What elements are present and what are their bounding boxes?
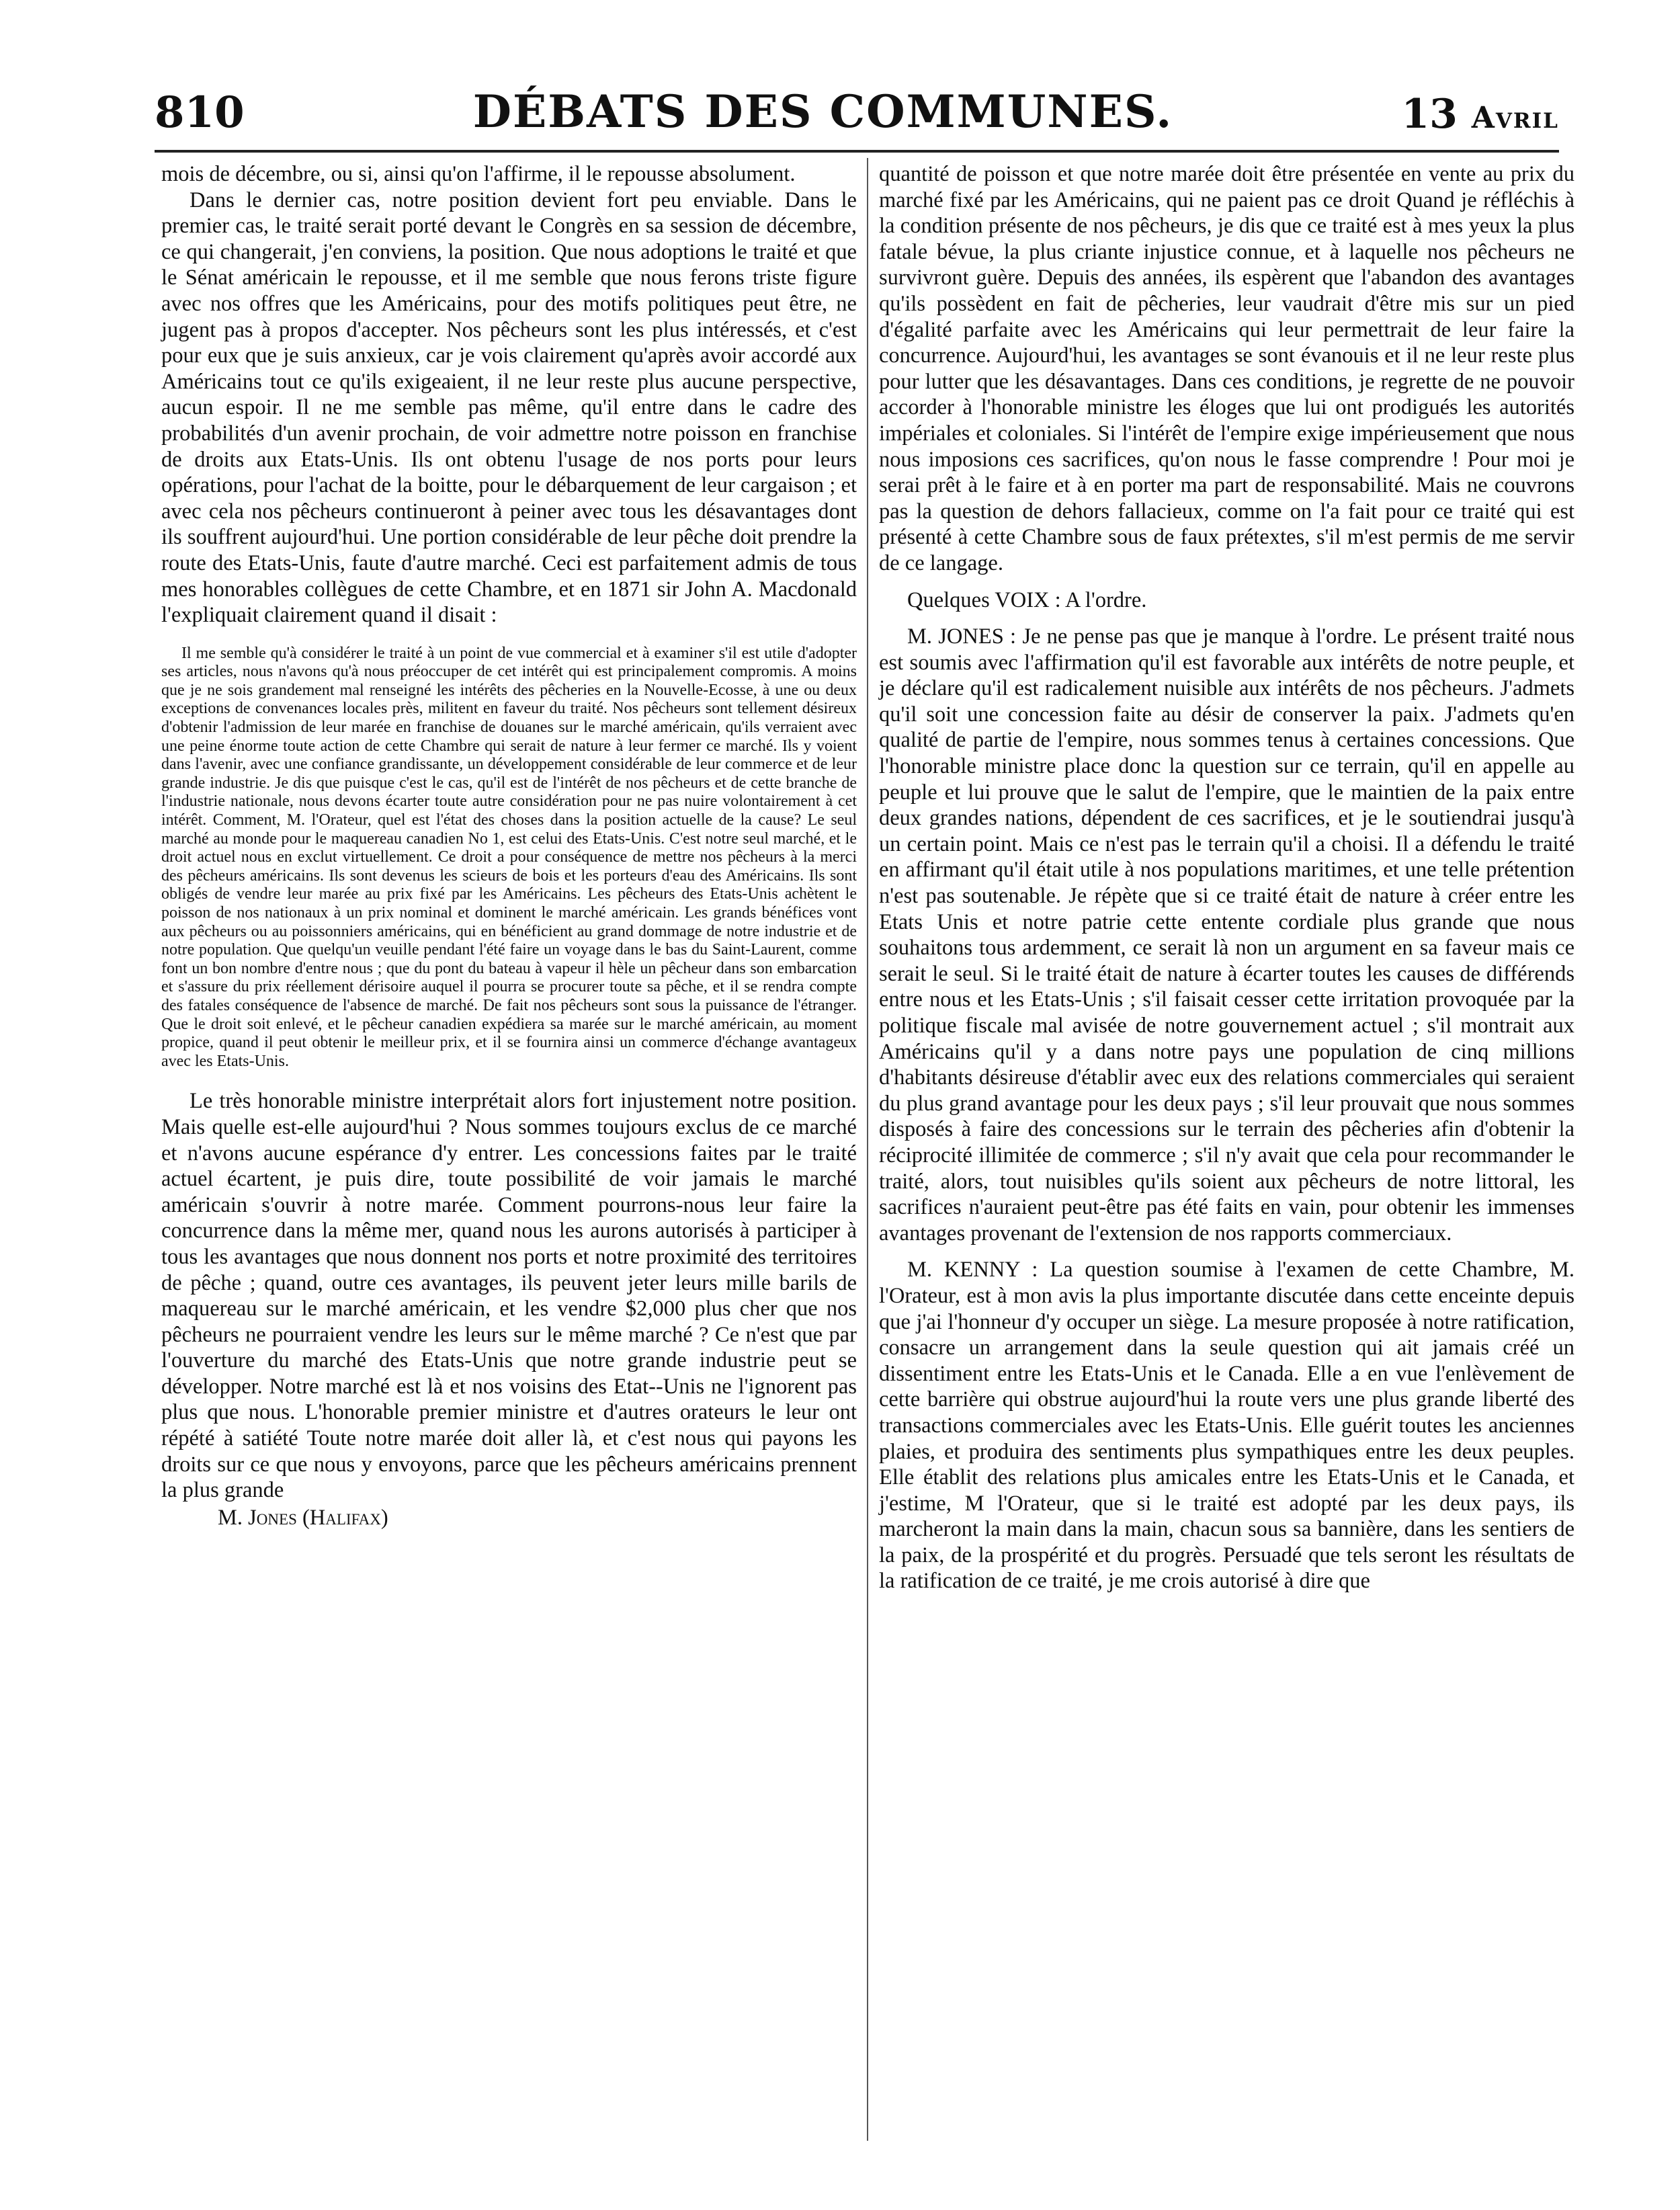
page-number: 810 <box>155 87 245 138</box>
date-day: 13 <box>1401 91 1458 138</box>
quotation-block <box>161 645 857 1071</box>
speech-kenny: M. KENNY : La question soumise à l'examen de cette Chambre, M. l'Orateur, est à mon avis la plus importante discutée dans cette enceinte depuis que j'ai l'honneur d'y occuper un siège. La mesure proposée à notre ratification, consacre un arrangement dans la seule question qui ait jamais créé un dissentiment entre les Etats-Unis et le Canada. Elle a en vue l'enlèvement de cette barrière qui obstrue aujourd'hui la route vers une plus grande liberté des transactions commerciales avec les Etats-Unis. Elle guérit toutes les anciennes plaies, et produira des sentiments plus sympathiques entre les deux peuples. Elle établit des relations plus amicales entre les Etats-Unis et le Canada, et j'estime, M l'Orateur, que si le traité est adopté par les deux pays, ils marcheront la main dans la main, chacun sous sa bannière, dans les sentiers de la paix, de la prospérité et du progrès. Persuadé que tels seront les résultats de la ratification de ce traité, je me crois autorisé à dire que <box>879 1258 1574 1594</box>
paragraph: mois de décembre, ou si, ainsi qu'on l'affirme, il le repousse absolument. <box>161 162 796 186</box>
speaker-signature: M. Jones (Halifax) <box>218 1505 388 1530</box>
paragraph: Le très honorable ministre interprétait alors fort injustement notre position. Mais quelle est-elle aujourd'hui ? Nous sommes toujours exclus de ce marché et n'avons aucune espérance d'y entrer. Les concessions faites par le traité actuel écartent, je puis dire, toute possibilité de voir jamais le marché américain s'ouvrir à notre marée. Comment pourrons-nous leur faire la concurrence dans la même mer, quand nous les aurons autorisés à participer à tous les avantages que nous donnent nos ports et notre proximité des territoires de pêche ; quand, outre ces avantages, ils peuvent jeter leurs mille barils de maquereau sur le marché américain, et les vendre $2,000 plus cher que nos pêcheurs ne pourraient vendre les leurs sur le même marché ? Ce n'est que par l'ouverture du marché des Etats-Unis que notre grande industrie peut se développer. Notre marché est là et nos voisins des Etat--Unis ne l'ignorent pas plus que nous. L'honorable premier ministre et d'autres orateurs le leur ont répété à satiété Toute notre marée doit aller là, et c'est nous qui payons les droits sur ce que nous y envoyons, parce que les pêcheurs américains prennent la plus grande <box>161 1089 857 1503</box>
left-column <box>161 161 857 1530</box>
paragraph: Dans le dernier cas, notre position devient fort peu enviable. Dans le premier cas, le traité serait porté devant le Congrès en sa session de décembre, ce qui changerait, j'en conviens, la position. Que nous adoptions le traité et que le Sénat américain le repousse, et il me semble que nous ferons triste figure avec nos offres que les Américains, pour des motifs politiques peut être, ne jugent pas à propos d'accepter. Nos pêcheurs sont les plus intéressés, et c'est pour eux que je suis anxieux, car je vois clairement qu'après avoir accordé aux Américains tout ce qu'ils exigeaient, il ne leur reste plus aucune perspective, aucun espoir. Il ne me semble pas même, qu'il entre dans le cadre des probabilités d'un avenir prochain, de voir admettre notre poisson en franchise de droits aux Etats-Unis. Ils ont obtenu l'usage de nos ports pour leurs opérations, pour l'achat de la boitte, pour le débarquement de leur cargaison ; et avec cela nos pêcheurs continueront à peiner avec tous les désavantages dont ils souffrent aujourd'hui. Une portion considérable de leur pêche doit prendre la route des Etats-Unis, faute d'autre marché. Ceci est parfaitement admis de tous mes honorables collègues de cette Chambre, et en 1871 sir John A. Macdonald l'expliquait clairement quand il disait : <box>161 188 857 628</box>
page-date <box>1401 91 1559 138</box>
quotation-text: Il me semble qu'à considérer le traité à un point de vue commercial et à examiner s'il est utile d'adopter ses articles, nous n'avons qu'à nous préoccuper de cet intérêt qui est principalement compromis. A moins que je ne sois grandement mal renseigné les intérêts des pêcheries en la Nouvelle-Ecosse, à une ou deux exceptions de convenances locales près, militent en faveur du traité. Nos pêcheurs sont tellement désireux d'obtenir l'admission de leur marée en franchise de douanes sur le marché américain, qu'ils verraient avec une peine énorme toute action de cette Chambre qui serait de nature à leur fermer ce marché. Ils y voient dans l'avenir, avec une confiance grandissante, un développement considérable de leur commerce et de leur grande industrie. Je dis que puisque c'est le cas, qu'il est de l'intérêt de nos pêcheurs et de cette branche de l'industrie nationale, nous devons écarter toute autre considération pour ne pas nuire volontairement à cet intérêt. Comment, M. l'Orateur, quel est l'état des choses dans la position actuelle de la cause? Le seul marché au monde pour le maquereau canadien No 1, est celui des Etats-Unis. C'est notre seul marché, et le droit actuel nous en exclut virtuellement. Ce droit a pour conséquence de mettre nos pêcheurs à la merci des pêcheurs américains. Ils sont devenus les scieurs de bois et les porteurs d'eau des Américains. Ils sont obligés de vendre leur marée au prix fixé par les Américains. Les pêcheurs des Etats-Unis achètent le poisson de nos nationaux à un prix nominal et dominent le marché américain. Les grands bénéfices vont aux pêcheurs ou au poissonniers américains, qui en bénéficient au grand dommage de notre industrie et de notre population. Que quelqu'un veuille pendant l'été faire un voyage dans le bas du Saint-Laurent, comme font un bon nombre d'entre nous ; que du pont du bateau à vapeur il hèle un pêcheur dans son embarcation et s'assure du prix réellement dérisoire auquel il pourra se procurer toute sa pêche, et il se rendra compte des fatales conséquence de l'absence de marché. De fait nos pêcheurs sont sous la puissance de l'étranger. Que le droit soit enlevé, et le pêcheur canadien expédiera sa marée sur le marché américain, au moment propice, quand il peut obtenir le meilleur prix, et il se fournira ainsi un commerce d'échange avantageux avec les Etats-Unis. <box>161 644 857 1070</box>
page-header <box>155 64 1559 153</box>
page-title: DÉBATS DES COMMUNES. <box>472 85 1173 138</box>
speech-jones: M. JONES : Je ne pense pas que je manque à l'ordre. Le présent traité nous est soumis avec l'affirmation qu'il est favorable aux intérêts de notre peuple, et je déclare qu'il est radicalement nuisible aux intérêts de nos pêcheurs. J'admets qu'il soit une concession faite au désir de conserver la paix. J'admets qu'en qualité de partie de l'empire, nous sommes tenus à certaines concessions. Que l'honorable ministre place donc la question sur ce terrain, qu'il en appelle au peuple et lui prouve que le salut de l'empire, que le maintien de la paix entre deux grandes nations, dépendent de ces sacrifices, et je le soutiendrai jusqu'à un certain point. Mais ce n'est pas le terrain qu'il a choisi. Il a défendu le traité en affirmant qu'il était utile à nos populations maritimes, et une telle prétention n'est pas soutenable. Je répète que si ce traité était de nature à créer entre les Etats Unis et notre patrie cette entente cordiale plus grande que nous souhaitons tous ardemment, ce serait là non un argument en sa faveur mais ce serait le seul. Si le traité était de nature à écarter toutes les causes de différends entre nous et les Etats-Unis ; s'il faisait cesser cette irritation provoquée par la politique fiscale mal avisée de notre gouvernement actuel ; s'il montrait aux Américains qu'il y a dans notre pays une population de cinq millions d'habitants désireuse d'établir avec eux des relations commerciales qui seraient du plus grand avantage pour les deux pays ; s'il leur prouvait que nous sommes disposés à faire des concessions sur le terrain des pêcheries afin d'obtenir la réciprocité illimitée de commerce ; s'il n'y avait que cela pour recommander le traité, alors, tout nuisibles qu'ils soient aux pêcheurs de notre littoral, les sacrifices n'auraient peut-être pas été faits en vain, pour obtenir les immenses avantages provenant de l'extension de nos rapports commerciaux. <box>879 624 1574 1245</box>
paragraph: quantité de poisson et que notre marée doit être présentée en vente au prix du marché fixé par les Américains, qui ne paient pas ce droit Quand je réfléchis à la condition présente de nos pêcheurs, je dis que ce traité est à mes yeux la plus fatale bévue, la plus criante injustice connue, et à laquelle nos pêcheurs ne survivront guère. Depuis des années, ils espèrent que l'abandon des avantages qu'ils possèdent en fait de pêcheries, leur vaudrait d'être mis sur un pied d'égalité parfaite avec les Américains qui leur permettrait de leur faire la concurrence. Aujourd'hui, les avantages se sont évanouis et il ne leur reste plus pour lutter que les désavantages. Dans ces conditions, je regrette de ne pouvoir accorder à l'honorable ministre les éloges que lui ont prodigués les autorités impériales et coloniales. Si l'intérêt de l'empire exige impérieusement que nous nous imposions ces sacrifices, qu'on nous le fasse comprendre ! Pour moi je serai prêt à le faire et à en porter ma part de responsabilité. Mais ne couvrons pas la question de dehors fallacieux, comme on l'a fait pour ce traité qui est présenté à cette Chambre sous de faux prétextes, s'il m'est permis de me servir de ce langage. <box>879 162 1574 575</box>
column-divider <box>867 158 868 2141</box>
interjection: Quelques VOIX : A l'ordre. <box>907 587 1147 612</box>
date-month: Avril <box>1471 101 1559 135</box>
right-column <box>879 161 1574 1594</box>
